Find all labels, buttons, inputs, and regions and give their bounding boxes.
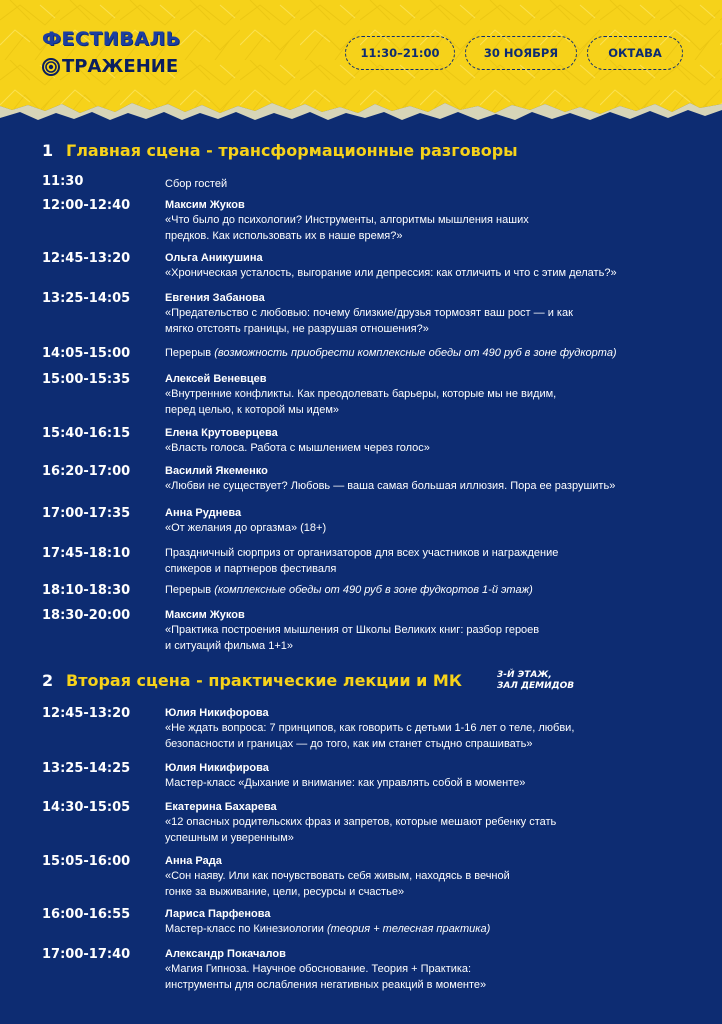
session-note: (теория + телесная практика)	[326, 923, 491, 935]
time-slot: 17:00-17:40	[42, 947, 131, 962]
session-description: «Что было до психологии? Инструменты, алгоритмы мышления наших предков. Как использовать их в наше время?»	[165, 214, 529, 242]
session-description: Перерыв (возможность приобрести комплексные обеды от 490 руб в зоне фудкорта)	[165, 347, 617, 359]
speaker-name: Василий Якеменко	[165, 465, 268, 477]
header	[0, 0, 722, 130]
time-slot: 15:05-16:00	[42, 854, 131, 869]
session-description: «Власть голоса. Работа с мышлением через голос»	[165, 442, 430, 454]
speaker-name: Юлия Никифорова	[165, 707, 269, 719]
festival-logo	[42, 28, 181, 77]
session-note: (возможность приобрести комплексные обеды от 490 руб в зоне фудкорта)	[214, 347, 617, 359]
time-slot: 17:00-17:35	[42, 506, 131, 521]
logo-title: ФЕСТИВАЛЬ	[42, 28, 181, 50]
time-slot: 12:00-12:40	[42, 198, 131, 213]
date-pill: 30 НОЯБРЯ	[465, 36, 577, 70]
time-slot: 11:30	[42, 174, 84, 189]
time-slot: 13:25-14:05	[42, 291, 131, 306]
time-slot: 15:40-16:15	[42, 426, 131, 441]
time-slot: 16:00-16:55	[42, 907, 131, 922]
speaker-name: Елена Крутоверцева	[165, 427, 278, 439]
session-description: «Хроническая усталость, выгорание или депрессия: как отличить и что с этим делать?»	[165, 267, 617, 279]
speaker-name: Евгения Забанова	[165, 292, 265, 304]
time-slot: 12:45-13:20	[42, 706, 131, 721]
session-description: «Внутренние конфликты. Как преодолевать барьеры, которые мы не видим, перед целью, к которой мы идем»	[165, 388, 557, 416]
time-slot: 18:30-20:00	[42, 608, 131, 623]
speaker-name: Максим Жуков	[165, 199, 245, 211]
time-slot: 14:30-15:05	[42, 800, 131, 815]
hall-location: 3-Й ЭТАЖ, ЗАЛ ДЕМИДОВ	[497, 670, 575, 691]
speaker-name: Анна Руднева	[165, 507, 242, 519]
time-slot: 12:45-13:20	[42, 251, 131, 266]
session-note: (комплексные обеды от 490 руб в зоне фудкортов 1-й этаж)	[214, 584, 533, 596]
session-description: Сбор гостей	[165, 178, 228, 190]
speaker-name: Лариса Парфенова	[165, 908, 271, 920]
event-info-pills	[345, 36, 683, 70]
session-description: «Предательство с любовью: почему близкие/друзья тормозят ваш рост — и как мягко отстоять границы, не разрушая отношения?»	[165, 307, 573, 335]
session-description: «Магия Гипноза. Научное обоснование. Теория + Практика: инструменты для ослабления негативных реакций в моменте»	[165, 963, 487, 991]
section-number: 2	[42, 671, 54, 690]
time-slot: 15:00-15:35	[42, 372, 131, 387]
session-description: Перерыв (комплексные обеды от 490 руб в зоне фудкортов 1-й этаж)	[165, 584, 533, 596]
section-number: 1	[42, 141, 54, 160]
time-slot: 14:05-15:00	[42, 346, 131, 361]
session-description: Мастер-класс по Кинезиологии (теория + телесная практика)	[165, 923, 491, 935]
speaker-name: Екатерина Бахарева	[165, 801, 277, 813]
section-2-title	[42, 671, 462, 690]
session-description: «От желания до оргазма» (18+)	[165, 522, 327, 534]
speaker-name: Анна Рада	[165, 855, 222, 867]
speaker-name: Александр Покачалов	[165, 948, 286, 960]
section-1-title	[42, 141, 518, 160]
speaker-name: Ольга Аникушина	[165, 252, 263, 264]
logo-subtitle: ТРАЖЕНИЕ	[62, 56, 179, 77]
venue-pill: ОКТАВА	[587, 36, 683, 70]
time-pill: 11:30–21:00	[345, 36, 455, 70]
speaker-name: Максим Жуков	[165, 609, 245, 621]
session-description: «Любви не существует? Любовь — ваша самая большая иллюзия. Пора ее разрушить»	[165, 480, 616, 492]
section-name: Главная сцена - трансформационные разговоры	[66, 141, 518, 160]
time-slot: 13:25-14:25	[42, 761, 131, 776]
speaker-name: Юлия Никифирова	[165, 762, 269, 774]
session-description: «12 опасных родительских фраз и запретов, которые мешают ребенку стать успешным и уверенным»	[165, 816, 557, 844]
speaker-name: Алексей Веневцев	[165, 373, 267, 385]
section-name: Вторая сцена - практические лекции и МК	[66, 671, 462, 690]
spiral-o-icon	[42, 58, 60, 76]
time-slot: 17:45-18:10	[42, 546, 131, 561]
session-description: Праздничный сюрприз от организаторов для всех участников и награждение спикеров и партнеров фестиваля	[165, 547, 559, 575]
time-slot: 18:10-18:30	[42, 583, 131, 598]
session-description: «Сон наяву. Или как почувствовать себя живым, находясь в вечной гонке за выживание, цели, ресурсы и счастье»	[165, 870, 510, 898]
session-description: «Не ждать вопроса: 7 принципов, как говорить с детьми 1-16 лет о теле, любви, безопасности и границах — до того, как им станет стыдно спрашивать»	[165, 722, 575, 750]
time-slot: 16:20-17:00	[42, 464, 131, 479]
session-description: «Практика построения мышления от Школы Великих книг: разбор героев и ситуаций фильма 1+1»	[165, 624, 540, 652]
session-description: Мастер-класс «Дыхание и внимание: как управлять собой в моменте»	[165, 777, 526, 789]
